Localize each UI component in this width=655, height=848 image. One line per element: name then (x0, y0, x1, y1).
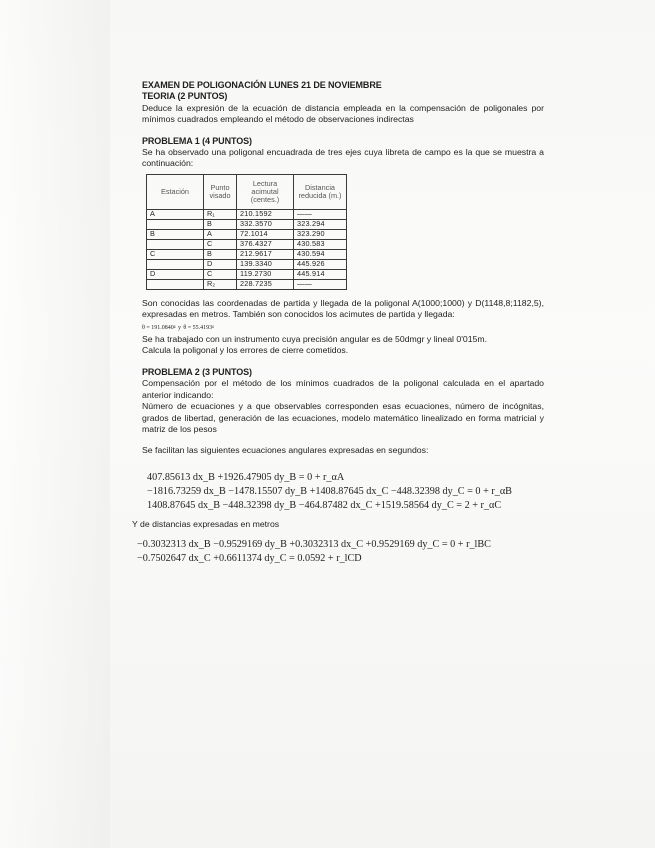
distance-equation: −0.3032313 dx_B −0.9529169 dy_B +0.3032313 dx_C +0.9529169 dy_C = 0 + r_lBC (137, 539, 491, 551)
col-lectura: Lectura acimutal (centes.) (237, 174, 294, 209)
col-punto: Punto visado (204, 174, 237, 209)
cell-distancia: —— (294, 209, 347, 219)
problema1-precision: Se ha trabajado con un instrumento cuya precisión angular es de 50dmgr y lineal 0'015m. (142, 334, 488, 345)
problema1-heading: PROBLEMA 1 (4 PUNTOS) (142, 135, 252, 146)
problema2-items: Número de ecuaciones y a que observables corresponden esas ecuaciones, número de incógnitas, grados de libertad, generación de las ecuaciones, modelo matemático linealizado en forma matricial y matriz de los pesos (142, 401, 544, 434)
cell-distancia: 323.294 (294, 219, 347, 229)
problema2-angular-intro: Se facilitan las siguientes ecuaciones angulares expresadas en segundos: (142, 445, 429, 456)
table-row (147, 229, 347, 239)
angular-equation: 407.85613 dx_B +1926.47905 dy_B = 0 + r_αA (147, 471, 345, 483)
cell-estacion: B (147, 229, 204, 239)
problema2-heading: PROBLEMA 2 (3 PUNTOS) (142, 366, 252, 377)
table-row (147, 259, 347, 269)
azimuth-end: θ = 55.4193ᵍ (183, 324, 214, 331)
exam-content (132, 80, 544, 566)
cell-lectura: 212.9617 (237, 249, 294, 259)
cell-punto: C (204, 269, 237, 279)
cell-lectura: 376.4327 (237, 239, 294, 249)
teoria-heading: TEORIA (2 PUNTOS) (142, 91, 228, 102)
cell-punto: B (204, 219, 237, 229)
cell-punto: D (204, 259, 237, 269)
field-book-table (146, 174, 347, 290)
cell-estacion: C (147, 249, 204, 259)
cell-estacion (147, 239, 204, 249)
problema1-intro: Se ha observado una poligonal encuadrada de tres ejes cuya libreta de campo es la que se muestra a continuación: (142, 147, 544, 169)
table-row (147, 249, 347, 259)
problema2-intro: Compensación por el método de los mínimos cuadrados de la poligonal calculada en el apartado anterior indicando: (142, 378, 544, 400)
cell-estacion (147, 219, 204, 229)
cell-distancia: 445.914 (294, 269, 347, 279)
table-row (147, 219, 347, 229)
cell-distancia: —— (294, 279, 347, 289)
teoria-text: Deduce la expresión de la ecuación de distancia empleada en la compensación de poligonales por mínimos cuadrados empleando el método de observaciones indirectas (142, 102, 544, 125)
cell-lectura: 332.3570 (237, 219, 294, 229)
cell-lectura: 119.2730 (237, 269, 294, 279)
cell-lectura: 210.1592 (237, 209, 294, 219)
cell-estacion: A (147, 209, 204, 219)
table-row (147, 209, 347, 219)
cell-estacion (147, 279, 204, 289)
angular-equation: 1408.87645 dx_B −448.32398 dy_B −464.87482 dx_C +1519.58564 dy_C = 2 + r_αC (147, 499, 502, 511)
table-row (147, 269, 347, 279)
cell-lectura: 139.3340 (237, 259, 294, 269)
cell-punto: B (204, 249, 237, 259)
azimuth-line (142, 321, 544, 334)
problema1-task: Calcula la poligonal y los errores de cierre cometidos. (142, 345, 349, 356)
cell-distancia: 323.290 (294, 229, 347, 239)
exam-title: EXAMEN DE POLIGONACIÓN LUNES 21 DE NOVIEMBRE (142, 80, 382, 90)
cell-distancia: 445.926 (294, 259, 347, 269)
azimuth-start: θ = 191.0840ᵍ (142, 324, 176, 331)
col-estacion: Estación (147, 174, 204, 209)
distance-equations (137, 538, 544, 566)
table-row (147, 239, 347, 249)
angular-equations (147, 471, 544, 513)
cell-punto: R₁ (204, 209, 237, 219)
problema2-distance-intro: Y de distancias expresadas en metros (132, 518, 280, 529)
cell-lectura: 228.7235 (237, 279, 294, 289)
cell-punto: R₂ (204, 279, 237, 289)
cell-punto: C (204, 239, 237, 249)
cell-punto: A (204, 229, 237, 239)
col-distancia: Distancia reducida (m.) (294, 174, 347, 209)
paper-shadow (0, 0, 110, 848)
table-row (147, 279, 347, 289)
cell-lectura: 72.1014 (237, 229, 294, 239)
azimuth-sep: y (177, 324, 181, 331)
angular-equation: −1816.73259 dx_B −1478.15507 dy_B +1408.87645 dx_C −448.32398 dy_C = 0 + r_αB (147, 485, 512, 497)
cell-distancia: 430.583 (294, 239, 347, 249)
distance-equation: −0.7502647 dx_C +0.6611374 dy_C = 0.0592 + r_lCD (137, 553, 362, 565)
problema1-coords: Son conocidas las coordenadas de partida y llegada de la poligonal A(1000;1000) y D(1148,8;1182,5), expresadas en metros. También son conocidos los acimutes de partida y llegada: (142, 297, 544, 320)
cell-estacion: D (147, 269, 204, 279)
cell-distancia: 430.594 (294, 249, 347, 259)
cell-estacion (147, 259, 204, 269)
